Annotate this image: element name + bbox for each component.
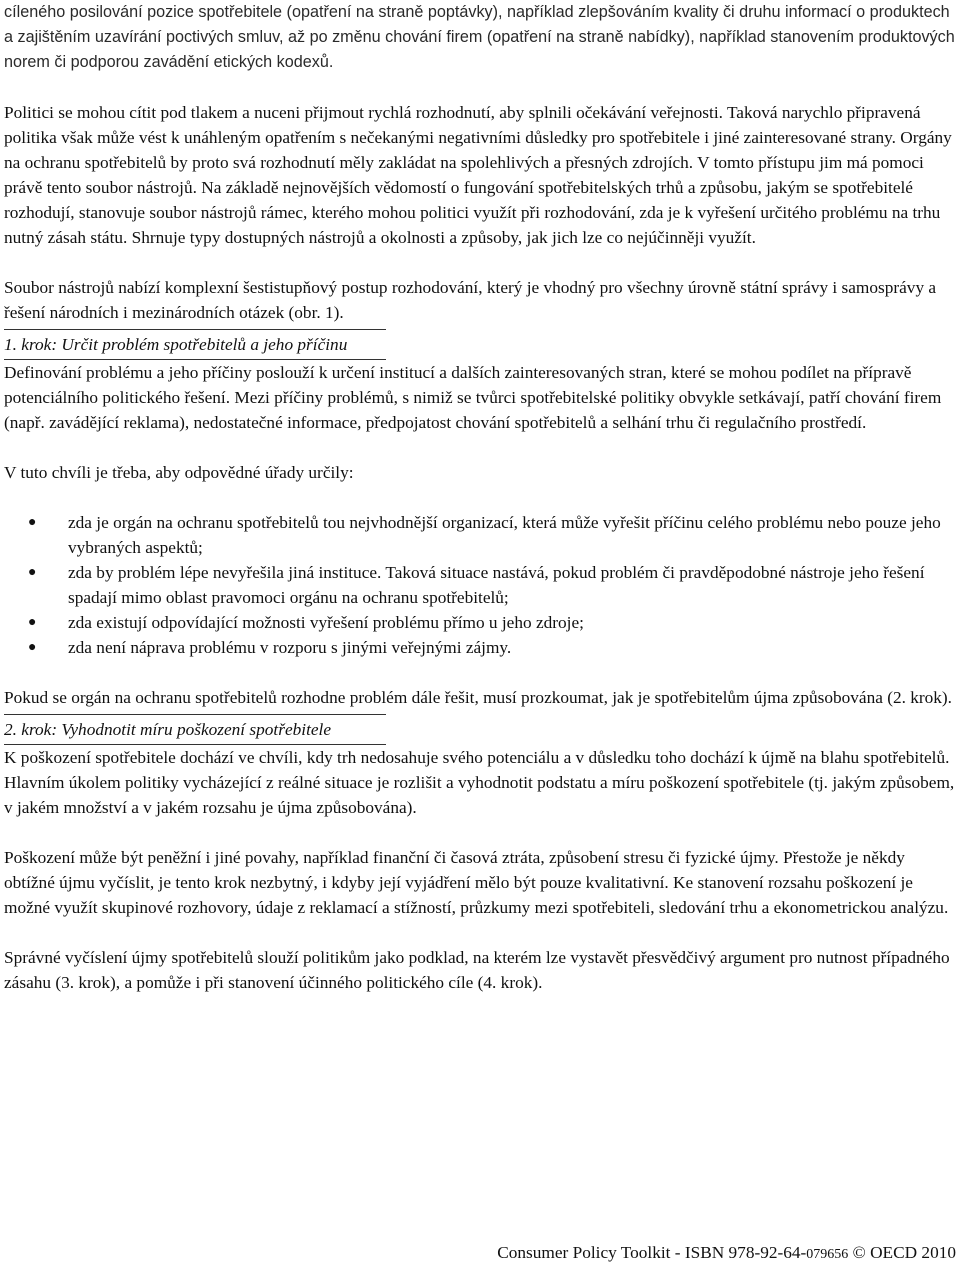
bullet-icon: ● xyxy=(28,515,37,530)
paragraph-quantification: Správné vyčíslení újmy spotřebitelů slouží politikům jako podklad, na kterém lze vystavět přesvědčivý argument pro nutnost případného zásahu (3. krok), a pomůže i při stanovení účinného politického cíle (4. krok). xyxy=(4,948,950,992)
footer-copyright: © OECD 2010 xyxy=(848,1243,956,1262)
paragraph-politicians: Politici se mohou cítit pod tlakem a nuceni přijmout rychlá rozhodnutí, aby splnili očekávání veřejnosti. Taková narychlo připravená politika však může vést k unáhleným opatřením s nečekanými negativními důsledky pro spotřebitele i jiné zainteresované strany. Orgány na ochranu spotřebitelů by proto svá rozhodnutí měly zakládat na spolehlivých a přesných zdrojích. V tomto přístupu jim má pomoci právě tento soubor nástrojů. Na základě nejnovějších vědomostí o fungování spotřebitelských trhů a způsobu, jakým se spotřebitelé rozhodují, stanovuje soubor nástrojů rámec, kterého mohou politici využít při rozhodování, zda je k vyřešení určitého problému na trhu nutný zásah státu. Shrnuje typy dostupných nástrojů a okolnosti a způsoby, jak jich lze co nejúčinněji využít. xyxy=(4,103,952,247)
paragraph-harm: K poškození spotřebitele dochází ve chvíli, kdy trh nedosahuje svého potenciálu a v důsledku toho dochází k újmě na blahu spotřebitelů. Hlavním úkolem politiky vycházející z reálné situace je rozlišit a vyhodnotit podstatu a míru poškození spotřebitele (tj. jakým způsobem, v jakém množství a v jakém rozsahu je újma způsobována). xyxy=(4,748,955,817)
paragraph-toolkit: Soubor nástrojů nabízí komplexní šestistupňový postup rozhodování, který je vhodný pro všechny úrovně státní správy i samosprávy a řešení národních i mezinárodních otázek (obr. 1). xyxy=(4,278,937,322)
step1-heading-text: 1. krok: Určit problém spotřebitelů a jeho příčinu xyxy=(4,335,348,354)
step2-heading xyxy=(4,714,386,745)
list-item: ● zda by problém lépe nevyřešila jiná instituce. Taková situace nastává, pokud problém či pravděpodobné nástroje jeho řešení spadají mimo oblast pravomoci orgánu na ochranu spotřebitelů; xyxy=(4,560,956,610)
paragraph-further: Pokud se orgán na ochranu spotřebitelů rozhodne problém dále řešit, musí prozkoumat, jak je spotřebitelům újma způsobována (2. krok). xyxy=(4,688,952,707)
step2-heading-text: 2. krok: Vyhodnotit míru poškození spotřebitele xyxy=(4,720,332,739)
bullet-icon: ● xyxy=(28,640,37,655)
paragraph-harm-types: Poškození může být peněžní i jiné povahy, například finanční či časová ztráta, způsobení stresu či fyzické újmy. Přestože je někdy obtížné újmu vyčíslit, je tento krok nezbytný, i kdyby její vyjádření mělo být pouze kvalitativní. Ke stanovení rozsahu poškození je možné využít skupinové rozhovory, údaje z reklamací a stížností, průzkumy mezi spotřebiteli, sledování trhu a ekonometrickou analýzu. xyxy=(4,848,949,917)
footer-isbn-tail: 079656 xyxy=(806,1247,849,1262)
bullet-list xyxy=(4,510,956,660)
footer-text: Consumer Policy Toolkit - ISBN 978-92-64- xyxy=(497,1243,807,1262)
paragraph-authorities: V tuto chvíli je třeba, aby odpovědné úřady určily: xyxy=(4,463,354,482)
list-item: ● zda není náprava problému v rozporu s jinými veřejnými zájmy. xyxy=(4,635,956,660)
page-footer xyxy=(497,1240,956,1267)
list-item: ● zda je orgán na ochranu spotřebitelů tou nejvhodnější organizací, která může vyřešit příčinu celého problému nebo pouze jeho vybraných aspektů; xyxy=(4,510,956,560)
paragraph-intro: cíleného posilování pozice spotřebitele (opatření na straně poptávky), například zlepšováním kvality či druhu informací o produktech a zajištěním uzavírání poctivých smluv, až po změnu chování firem (opatření na straně nabídky), například stanovením produktových norem či podporou zavádění etických kodexů. xyxy=(4,3,955,71)
paragraph-definition: Definování problému a jeho příčiny poslouží k určení institucí a dalších zainteresovaných stran, které se mohou podílet na přípravě potenciálního politického řešení. Mezi příčiny problémů, s nimiž se tvůrci spotřebitelské politiky obvykle setkávají, patří chování firem (např. zavádějící reklama), nedostatečné informace, předpojatost chování spotřebitelů a selhání trhu či regulačního prostředí. xyxy=(4,363,942,432)
bullet-icon: ● xyxy=(28,615,37,630)
bullet-icon: ● xyxy=(28,565,37,580)
list-item: ● zda existují odpovídající možnosti vyřešení problému přímo u jeho zdroje; xyxy=(4,610,956,635)
step1-heading xyxy=(4,329,386,360)
document-page xyxy=(4,0,956,995)
